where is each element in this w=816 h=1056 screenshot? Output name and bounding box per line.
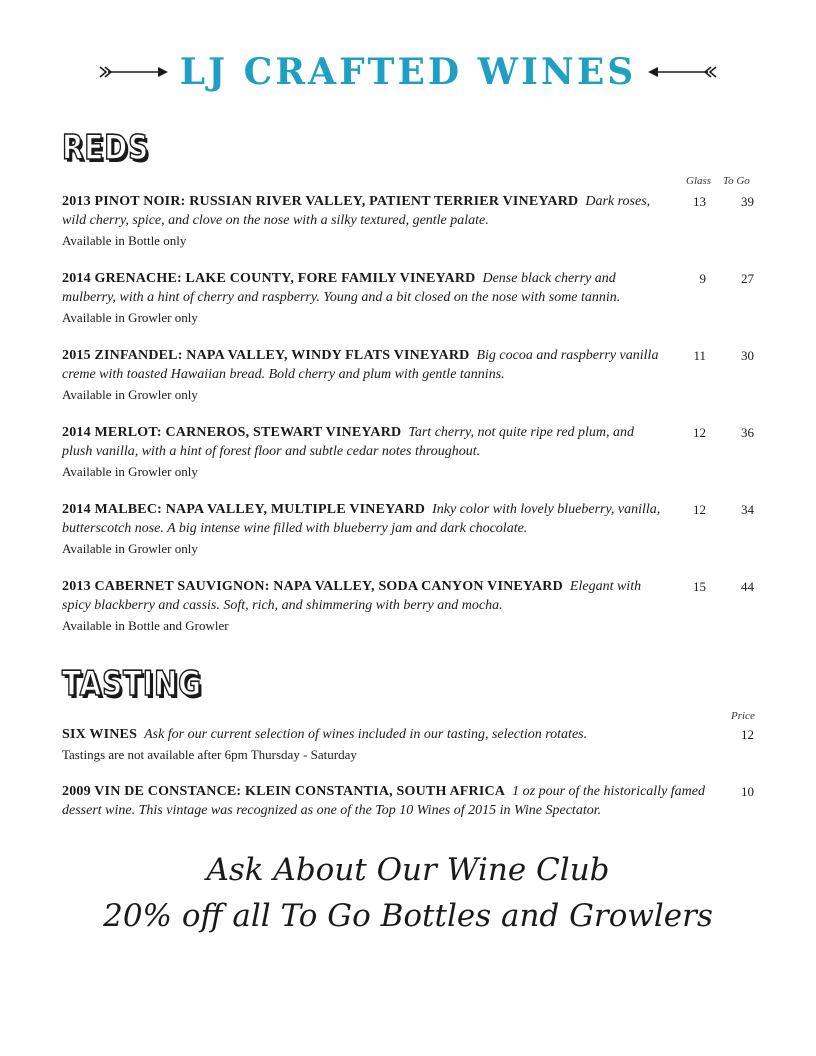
section-title-reds: REDS bbox=[62, 128, 150, 168]
wine-item bbox=[62, 577, 662, 635]
wine-name: 2014 MERLOT: CARNEROS, STEWART VINEYARD bbox=[62, 425, 402, 440]
section-title-tasting: TASTING bbox=[62, 664, 202, 704]
glass-price: 12 bbox=[693, 502, 706, 517]
wine-name: 2013 PINOT NOIR: RUSSIAN RIVER VALLEY, PATIENT TERRIER VINEYARD bbox=[62, 194, 579, 209]
to-go-price: 27 bbox=[741, 271, 754, 286]
wine-availability: Available in Growler only bbox=[62, 541, 198, 556]
glass-price: 12 bbox=[693, 425, 706, 440]
menu-header bbox=[0, 50, 816, 94]
wine-item bbox=[62, 346, 662, 404]
wine-item bbox=[62, 192, 662, 250]
tasting-description: Ask for our current selection of wines included in our tasting, selection rotates. bbox=[144, 727, 588, 742]
wine-description: Dark roses, wild cherry, spice, and clove on the nose with a silky textured, gentle palate. bbox=[62, 194, 651, 228]
wine-description: Dense black cherry and mulberry, with a hint of cherry and raspberry. Young and a bit closed on the nose with some tannin. bbox=[62, 271, 621, 305]
glass-price: 11 bbox=[693, 348, 706, 363]
glass-price: 15 bbox=[693, 579, 706, 594]
wine-name: 2013 CABERNET SAUVIGNON: NAPA VALLEY, SODA CANYON VINEYARD bbox=[62, 579, 563, 594]
wine-description: Big cocoa and raspberry vanilla creme with toasted Hawaiian bread. Bold cherry and plum with gentle tannins. bbox=[62, 348, 659, 382]
wine-availability: Available in Bottle and Growler bbox=[62, 618, 229, 633]
wine-description: Elegant with spicy blackberry and cassis. Soft, rich, and shimmering with berry and mocha. bbox=[62, 579, 642, 613]
tasting-item bbox=[62, 782, 724, 820]
wine-availability: Available in Growler only bbox=[62, 310, 198, 325]
tasting-name: 2009 VIN DE CONSTANCE: KLEIN CONSTANTIA, SOUTH AFRICA bbox=[62, 784, 506, 799]
wine-name: 2014 MALBEC: NAPA VALLEY, MULTIPLE VINEYARD bbox=[62, 502, 426, 517]
wine-name: 2014 GRENACHE: LAKE COUNTY, FORE FAMILY VINEYARD bbox=[62, 271, 476, 286]
wine-availability: Available in Growler only bbox=[62, 464, 198, 479]
tasting-price: 12 bbox=[741, 727, 754, 742]
arrow-right-icon bbox=[98, 63, 170, 81]
column-header-glass: Glass bbox=[686, 175, 712, 187]
tasting-price: 10 bbox=[741, 784, 754, 799]
to-go-price: 39 bbox=[741, 194, 754, 209]
column-header-to-go: To Go bbox=[723, 175, 750, 187]
wine-description: Inky color with lovely blueberry, vanilla, butterscotch nose. A big intense wine filled with blueberry jam and dark chocolate. bbox=[62, 502, 661, 536]
tasting-name: SIX WINES bbox=[62, 727, 138, 742]
discount-promo: 20% off all To Go Bottles and Growlers bbox=[103, 898, 713, 934]
arrow-left-icon bbox=[646, 63, 718, 81]
wine-item bbox=[62, 423, 662, 481]
brand-title: LJ CRAFTED WINES bbox=[179, 51, 637, 93]
wine-club-promo: Ask About Our Wine Club bbox=[206, 852, 610, 888]
column-header-price: Price bbox=[731, 710, 755, 722]
wine-item bbox=[62, 500, 662, 558]
glass-price: 9 bbox=[699, 271, 706, 286]
tasting-item bbox=[62, 725, 722, 764]
wine-description: Tart cherry, not quite ripe red plum, and plush vanilla, with a hint of forest floor and subtle cedar notes throughout. bbox=[62, 425, 635, 459]
to-go-price: 30 bbox=[741, 348, 754, 363]
wine-availability: Available in Growler only bbox=[62, 387, 198, 402]
wine-availability: Available in Bottle only bbox=[62, 233, 187, 248]
glass-price: 13 bbox=[693, 194, 706, 209]
tasting-description: 1 oz pour of the historically famed dessert wine. This vintage was recognized as one of the Top 10 Wines of 2015 in Wine Spectator. bbox=[62, 784, 706, 818]
wine-item bbox=[62, 269, 662, 327]
wine-name: 2015 ZINFANDEL: NAPA VALLEY, WINDY FLATS VINEYARD bbox=[62, 348, 470, 363]
to-go-price: 34 bbox=[741, 502, 754, 517]
to-go-price: 36 bbox=[741, 425, 754, 440]
tasting-note: Tastings are not available after 6pm Thursday - Saturday bbox=[62, 747, 357, 762]
to-go-price: 44 bbox=[741, 579, 754, 594]
